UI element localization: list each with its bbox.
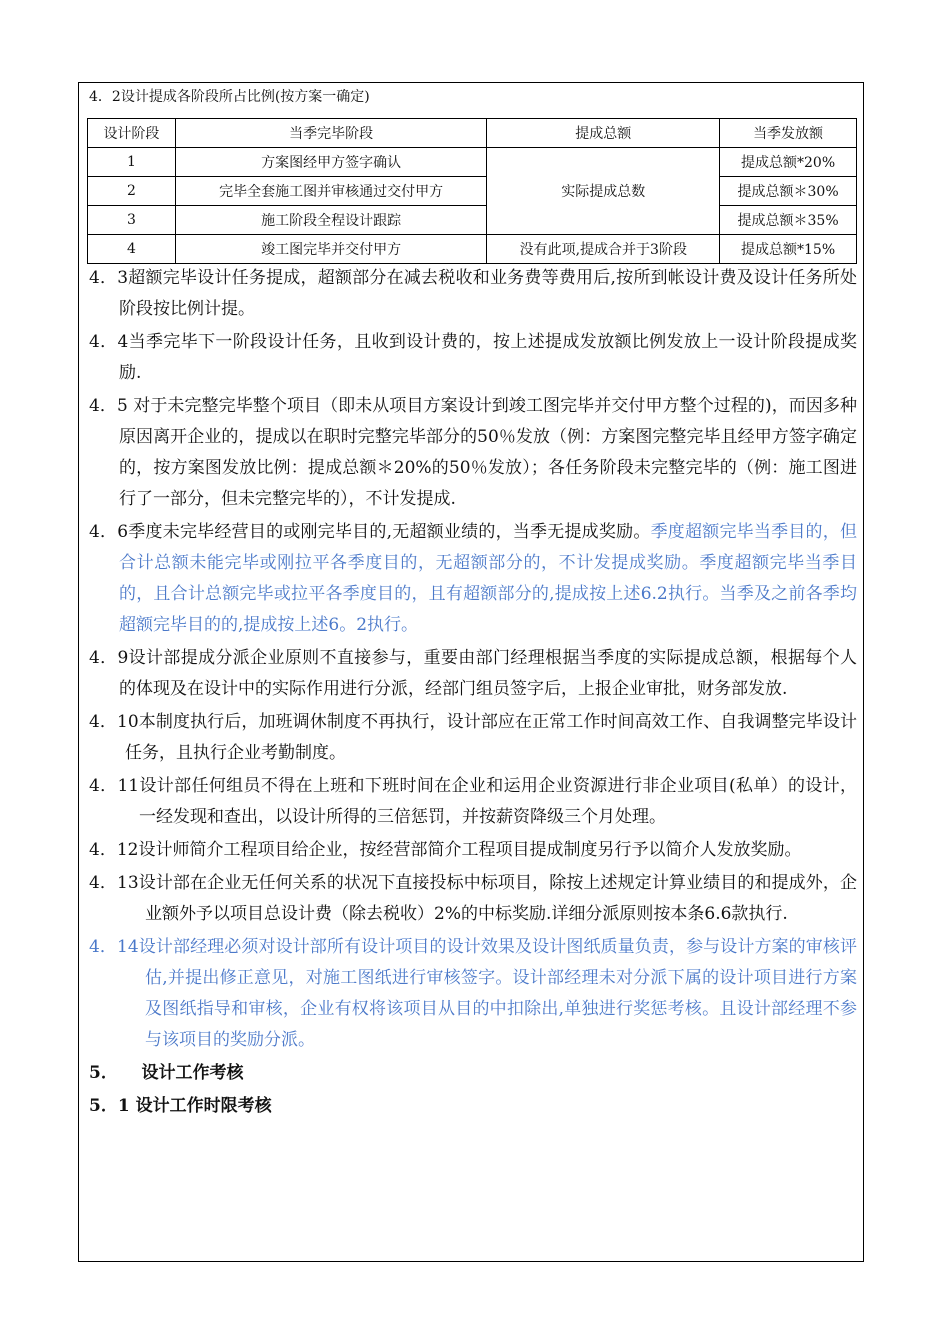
cell-total: 没有此项,提成合并于3阶段 <box>487 235 720 264</box>
table-row <box>88 177 857 206</box>
table-row <box>88 148 857 177</box>
section-5-heading: 5． 设计工作考核 <box>89 1063 244 1083</box>
cell-phase: 方案图经甲方签字确认 <box>175 148 487 177</box>
cell-stage: 1 <box>88 148 176 177</box>
cell-ratio: 提成总额*15% <box>720 235 857 264</box>
header-total: 提成总额 <box>487 119 720 148</box>
cell-phase: 完毕全套施工图并审核通过交付甲方 <box>175 177 487 206</box>
cell-phase: 施工阶段全程设计跟踪 <box>175 206 487 235</box>
clause-4-4: 4．4当季完毕下一阶段设计任务，且收到设计费的，按上述提成发放额比例发放上一设计阶段提成奖励. <box>89 332 857 383</box>
clause-4-6-text: 4．6季度未完毕经营目的或刚完毕目的,无超额业绩的，当季无提成奖励。 <box>89 522 651 542</box>
header-stage: 设计阶段 <box>88 119 176 148</box>
document-frame <box>78 82 864 1262</box>
header-phase: 当季完毕阶段 <box>175 119 487 148</box>
clause-4-9: 4．9设计部提成分派企业原则不直接参与，重要由部门经理根据当季度的实际提成总额，根据每个人的体现及在设计中的实际作用进行分派，经部门组员签字后，上报企业审批，财务部发放. <box>89 648 857 699</box>
table-header-row <box>88 119 857 148</box>
section-4-2-heading: 4．2设计提成各阶段所占比例(按方案一确定) <box>89 89 370 105</box>
cell-stage: 3 <box>88 206 176 235</box>
cell-ratio: 提成总额＊35% <box>720 206 857 235</box>
header-ratio: 当季发放额 <box>720 119 857 148</box>
cell-ratio: 提成总额＊30% <box>720 177 857 206</box>
clause-4-12: 4．12设计师简介工程项目给企业，按经营部简介工程项目提成制度另行予以简介人发放奖励。 <box>89 840 802 860</box>
section-5-1-heading: 5．1 设计工作时限考核 <box>89 1096 272 1116</box>
clauses <box>89 263 857 1124</box>
table-row <box>88 206 857 235</box>
clause-4-6-highlight: 季度超额完毕当季目的，但合计总额未能完毕或刚拉平各季度目的，无超额部分的，不计发提成奖励。季度超额完毕当季目的，且合计总额完毕或拉平各季度目的，且有超额部分的,提成按上述6.2执行。当季及之前各季均超额完毕目的的,提成按上述6。2执行。 <box>119 522 857 635</box>
table-row <box>88 235 857 264</box>
clause-4-5: 4．5 对于未完整完毕整个项目（即未从项目方案设计到竣工图完毕并交付甲方整个过程的)，而因多种原因离开企业的，提成以在职时完整完毕部分的50％发放（例：方案图完整完毕且经甲方签字确定的，按方案图发放比例：提成总额＊20%的50％发放）；各任务阶段未完整完毕的（例：施工图进行了一部分，但未完整完毕的），不计发提成. <box>89 396 857 509</box>
clause-4-13: 4．13设计部在企业无任何关系的状况下直接投标中标项目，除按上述规定计算业绩目的和提成外，企业额外予以项目总设计费（除去税收）2%的中标奖励.详细分派原则按本条6.6款执行. <box>89 873 857 924</box>
clause-4-14: 4．14设计部经理必须对设计部所有设计项目的设计效果及设计图纸质量负责，参与设计方案的审核评估,并提出修正意见，对施工图纸进行审核签字。设计部经理未对分派下属的设计项目进行方案及图纸指导和审核，企业有权将该项目从目的中扣除出,单独进行奖惩考核。且设计部经理不参与该项目的奖励分派。 <box>89 937 857 1050</box>
clause-4-3: 4．3超额完毕设计任务提成，超额部分在减去税收和业务费等费用后,按所到帐设计费及设计任务所处阶段按比例计提。 <box>89 268 857 319</box>
clause-4-6 <box>89 517 857 641</box>
cell-phase: 竣工图完毕并交付甲方 <box>175 235 487 264</box>
clause-4-10: 4．10本制度执行后，加班调休制度不再执行，设计部应在正常工作时间高效工作、自我调整完毕设计任务，且执行企业考勤制度。 <box>89 712 857 763</box>
clause-4-11: 4．11设计部任何组员不得在上班和下班时间在企业和运用企业资源进行非企业项目(私单）的设计，一经发现和查出，以设计所得的三倍惩罚，并按薪资降级三个月处理。 <box>89 776 857 827</box>
cell-merged-total: 实际提成总数 <box>487 148 720 235</box>
stage-ratio-table <box>87 118 857 264</box>
cell-stage: 2 <box>88 177 176 206</box>
cell-ratio: 提成总额*20% <box>720 148 857 177</box>
cell-stage: 4 <box>88 235 176 264</box>
